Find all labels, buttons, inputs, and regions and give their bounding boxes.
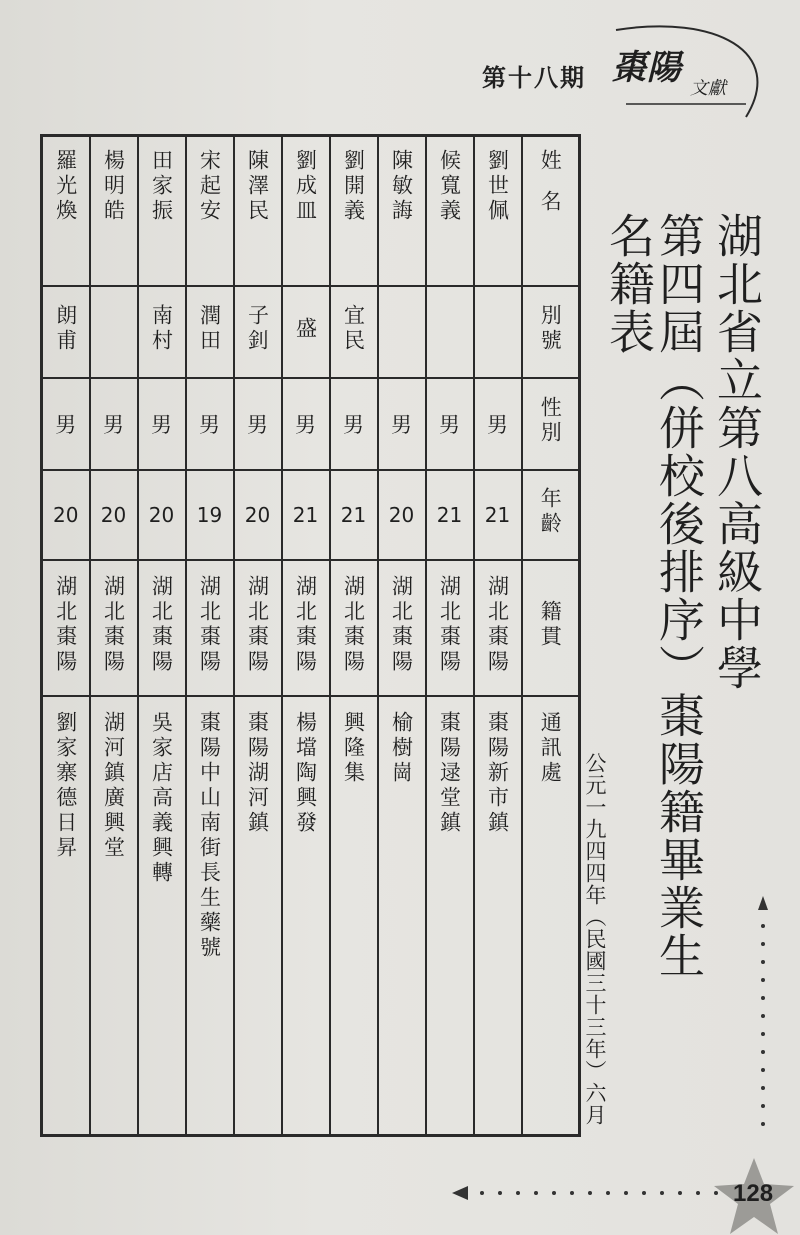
table-cell: 20: [378, 470, 426, 560]
native-row: [42, 560, 580, 696]
table-cell: 男: [90, 378, 138, 470]
title-line-school: 湖北省立第八高級中學: [710, 212, 764, 692]
table-cell: 棗陽中山南街長生藥號: [186, 696, 234, 1136]
table-cell: 棗陽逯堂鎮: [426, 696, 474, 1136]
table-cell: 吳家店高義興轉: [138, 696, 186, 1136]
table-cell: 湖北棗陽: [330, 560, 378, 696]
table-cell: 湖北棗陽: [138, 560, 186, 696]
table-cell: 湖北棗陽: [378, 560, 426, 696]
page-number: 128: [733, 1180, 774, 1207]
table-cell: 男: [426, 378, 474, 470]
table-cell: 湖河鎮廣興堂: [90, 696, 138, 1136]
table-cell: 陳澤民: [234, 136, 282, 286]
document-title: [604, 212, 762, 992]
table-cell: 男: [42, 378, 90, 470]
table-cell: 湖北棗陽: [42, 560, 90, 696]
header-cell-address: 通訊處: [522, 696, 580, 1136]
table-cell: 候寬義: [426, 136, 474, 286]
table-cell: 宋起安: [186, 136, 234, 286]
table-cell: 榆樹崗: [378, 696, 426, 1136]
table-cell: [426, 286, 474, 378]
journal-logo-sub: 文獻: [690, 78, 726, 99]
table-cell: 子釗: [234, 286, 282, 378]
table-cell: 田家振: [138, 136, 186, 286]
title-line-roster: 第四屆（併校後排序）棗陽籍畢業生名籍表: [602, 212, 706, 980]
gender-row: [42, 378, 580, 470]
table-cell: 南村: [138, 286, 186, 378]
dotted-ornament-icon: [758, 896, 768, 1136]
table-cell: 興隆集: [330, 696, 378, 1136]
table-cell: 湖北棗陽: [186, 560, 234, 696]
table-cell: 宜民: [330, 286, 378, 378]
table-cell: 男: [282, 378, 330, 470]
table-cell: 盛: [282, 286, 330, 378]
document-date: 公元一九四四年（民國三十三年）六月: [583, 752, 607, 1126]
table-cell: 21: [426, 470, 474, 560]
table-cell: 陳敏誨: [378, 136, 426, 286]
table-cell: 男: [138, 378, 186, 470]
table-cell: 21: [474, 470, 522, 560]
table-cell: 湖北棗陽: [234, 560, 282, 696]
table-cell: 湖北棗陽: [90, 560, 138, 696]
table-cell: 湖北棗陽: [474, 560, 522, 696]
journal-logo: 棗陽: [612, 48, 682, 88]
table-cell: 男: [330, 378, 378, 470]
table-cell: 棗陽湖河鎮: [234, 696, 282, 1136]
dotted-arrow-icon: [452, 1186, 737, 1200]
table-cell: 楊明皓: [90, 136, 138, 286]
table-cell: [90, 286, 138, 378]
table-cell: 朗甫: [42, 286, 90, 378]
table-cell: 劉開義: [330, 136, 378, 286]
table-cell: [474, 286, 522, 378]
table-cell: 男: [186, 378, 234, 470]
alias-row: [42, 286, 580, 378]
age-row: [42, 470, 580, 560]
header-cell-alias: 別號: [522, 286, 580, 378]
table-cell: 劉家寨德日昇: [42, 696, 90, 1136]
table-cell: 19: [186, 470, 234, 560]
issue-number: 第十八期: [482, 63, 586, 92]
table-cell: 棗陽新市鎮: [474, 696, 522, 1136]
table-cell: 楊壋陶興發: [282, 696, 330, 1136]
table-cell: 21: [282, 470, 330, 560]
table-cell: 20: [90, 470, 138, 560]
table-cell: 20: [234, 470, 282, 560]
table-cell: 男: [234, 378, 282, 470]
table-cell: 湖北棗陽: [426, 560, 474, 696]
table-cell: 男: [474, 378, 522, 470]
table-cell: 湖北棗陽: [282, 560, 330, 696]
address-row: [42, 696, 580, 1136]
table-cell: 潤田: [186, 286, 234, 378]
name-row: [42, 136, 580, 286]
header-cell-native: 籍貫: [522, 560, 580, 696]
table-cell: 劉世佩: [474, 136, 522, 286]
header-cell-gender: 性別: [522, 378, 580, 470]
graduate-roster-table: [40, 134, 581, 1137]
table-cell: 20: [138, 470, 186, 560]
table-cell: 男: [378, 378, 426, 470]
header-cell-name: 姓名: [522, 136, 580, 286]
table-cell: 羅光煥: [42, 136, 90, 286]
table-cell: 20: [42, 470, 90, 560]
header-cell-age: 年齡: [522, 470, 580, 560]
table-cell: 21: [330, 470, 378, 560]
table-cell: 劉成皿: [282, 136, 330, 286]
table-cell: [378, 286, 426, 378]
